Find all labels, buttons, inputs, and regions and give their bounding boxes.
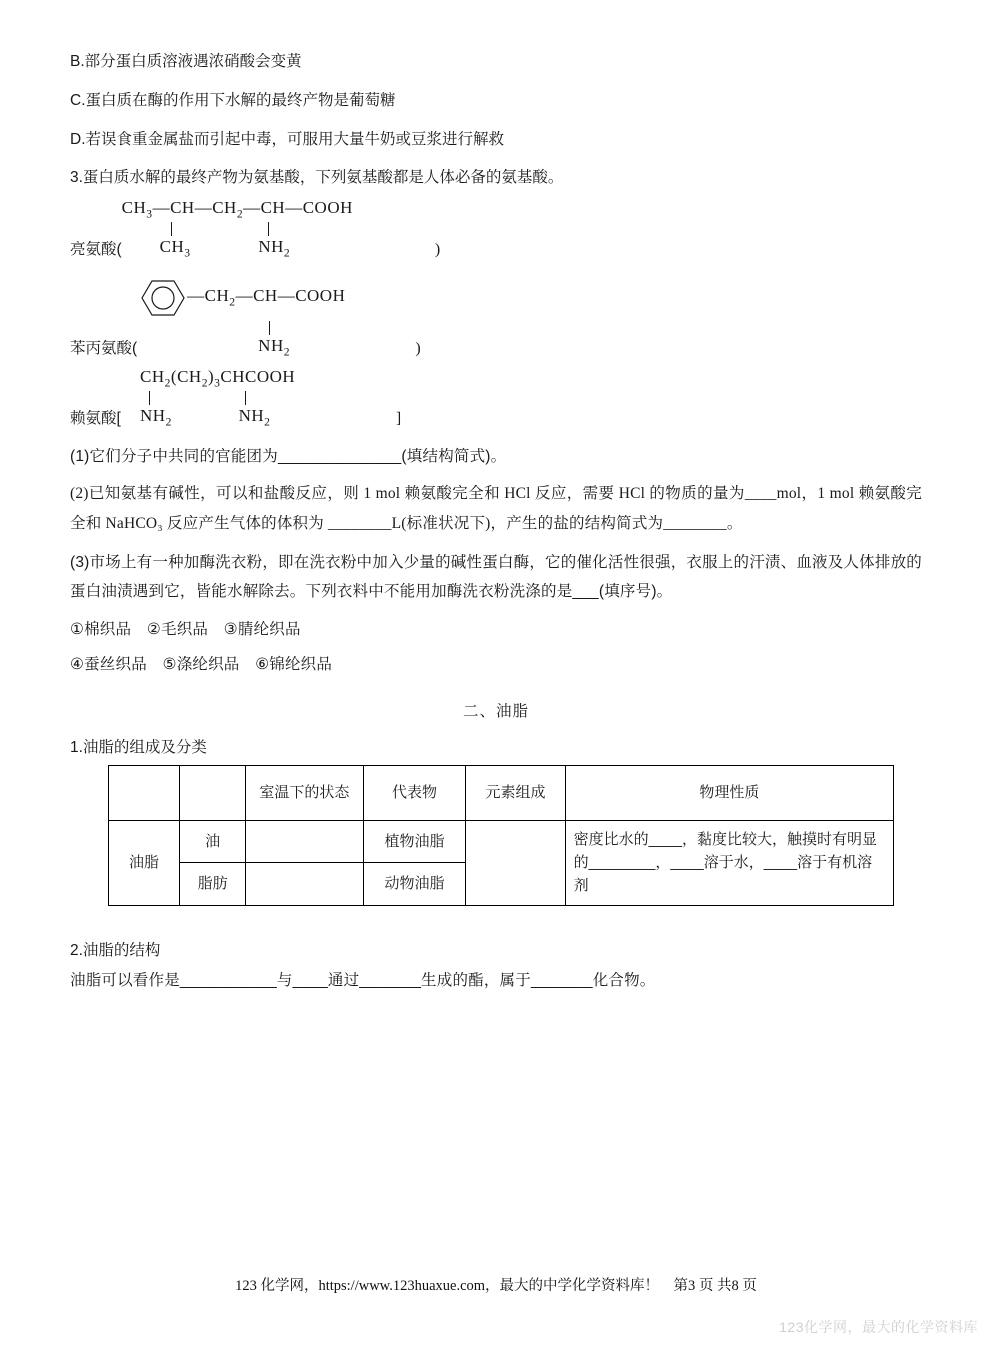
table-header-row bbox=[109, 765, 894, 820]
formula-lysine-close: ] bbox=[395, 409, 402, 427]
option-b: B.部分蛋白质溶液遇浓硝酸会变黄 bbox=[70, 53, 302, 70]
formula-phenylalanine-branch: $NH_2$ bbox=[258, 335, 291, 359]
header-elements: 元素组成 bbox=[466, 765, 565, 820]
formula-leucine-branches: $CH_3$ $NH_2$ bbox=[159, 237, 291, 260]
formula-phenylalanine-body bbox=[141, 275, 345, 360]
formula-lysine-body bbox=[140, 366, 295, 430]
header-properties: 物理性质 bbox=[565, 765, 893, 820]
formula-lysine-main: $CH_2(CH_2)_3CHCOOH$ bbox=[140, 367, 296, 390]
cell-state-fat bbox=[246, 863, 364, 905]
question-3-stem: 3.蛋白质水解的最终产物为氨基酸，下列氨基酸都是人体必备的氨基酸。 bbox=[70, 169, 564, 187]
choice-row-2: ④蚕丝织品 ⑤涤纶织品 ⑥锦纶织品 bbox=[70, 655, 333, 673]
cell-type-oil: 油 bbox=[180, 820, 246, 862]
formula-phenylalanine-main: $—CH_2—CH—COOH$ bbox=[141, 275, 345, 321]
formula-leucine-main: $CH_3—CH—CH_2—CH—COOH$ bbox=[121, 198, 353, 221]
formula-leucine-close: ) bbox=[434, 240, 441, 258]
subsection-2-title: 2.油脂的结构 bbox=[70, 941, 161, 959]
table-row bbox=[109, 820, 894, 862]
watermark: 123化学网，最大的化学资料库 bbox=[779, 1319, 978, 1335]
sub-question-1: (1)它们分子中共同的官能团为______________(填结构简式)。 bbox=[70, 447, 507, 465]
formula-lysine-bonds bbox=[140, 391, 295, 405]
formula-leucine-body bbox=[122, 197, 353, 261]
option-d: D.若误食重金属盐而引起中毒，可服用大量牛奶或豆浆进行解救 bbox=[70, 130, 505, 148]
cell-representative-oil: 植物油脂 bbox=[363, 820, 466, 862]
choice-row-1: ①棉织品 ②毛织品 ③腈纶织品 bbox=[70, 620, 301, 638]
sub-question-2-text: (2)已知氨基有碱性，可以和盐酸反应，则 1 mol 赖氨酸完全和 HCl 反应，需要 HCl 的物质的量为____mol，1 mol 赖氨酸完全和 NaHCO₃ 反应产生气体的体积为 ________L(标准状况下)，产生的盐的结构简式为________。 bbox=[70, 484, 922, 533]
formula-leucine-bonds bbox=[122, 222, 353, 236]
formula-phenylalanine-label: 苯丙氨酸( bbox=[70, 339, 138, 357]
formula-lysine-label: 赖氨酸[ bbox=[70, 409, 121, 427]
formula-leucine-label: 亮氨酸( bbox=[70, 240, 122, 258]
formula-leucine bbox=[70, 197, 922, 261]
cell-type-fat: 脂肪 bbox=[180, 863, 246, 905]
header-blank-1 bbox=[109, 765, 180, 820]
header-blank-2 bbox=[180, 765, 246, 820]
subsection-1-title: 1.油脂的组成及分类 bbox=[70, 738, 207, 756]
formula-lysine-branches: $NH_2$ $NH_2$ bbox=[140, 405, 271, 429]
structure-fill-line: 油脂可以看作是___________与____通过_______生成的酯，属于_______化合物。 bbox=[70, 971, 656, 989]
cell-elements bbox=[466, 820, 565, 905]
header-representative: 代表物 bbox=[363, 765, 466, 820]
oil-classification-table bbox=[108, 765, 894, 906]
formula-phenylalanine-close: ) bbox=[415, 339, 421, 357]
header-state: 室温下的状态 bbox=[246, 765, 364, 820]
cell-representative-fat: 动物油脂 bbox=[363, 863, 466, 905]
cell-properties: 密度比水的____，黏度比较大，触摸时有明显的________，____溶于水，____溶于有机溶剂 bbox=[565, 820, 893, 905]
option-c: C.蛋白质在酶的作用下水解的最终产物是葡萄糖 bbox=[70, 91, 396, 109]
cell-state-oil bbox=[246, 820, 364, 862]
sub-question-3: (3)市场上有一种加酶洗衣粉，即在洗衣粉中加入少量的碱性蛋白酶，它的催化活性很强，衣服上的汗渍、血液及人体排放的蛋白油渍遇到它，皆能水解除去。下列衣料中不能用加酶洗衣粉洗涤的是___(填序号)。 bbox=[70, 554, 922, 600]
sub-question-2 bbox=[70, 479, 922, 539]
formula-lysine bbox=[70, 367, 922, 430]
row-group-label: 油脂 bbox=[109, 820, 180, 905]
formula-phenylalanine-bonds bbox=[141, 321, 345, 335]
page-footer: 123 化学网，https://www.123huaxue.com，最大的中学化学资料库！ 第3 页 共8 页 bbox=[235, 1278, 757, 1294]
section-title-oils: 二、油脂 bbox=[462, 702, 529, 720]
formula-phenylalanine bbox=[70, 275, 922, 360]
benzene-ring-icon bbox=[141, 275, 185, 321]
